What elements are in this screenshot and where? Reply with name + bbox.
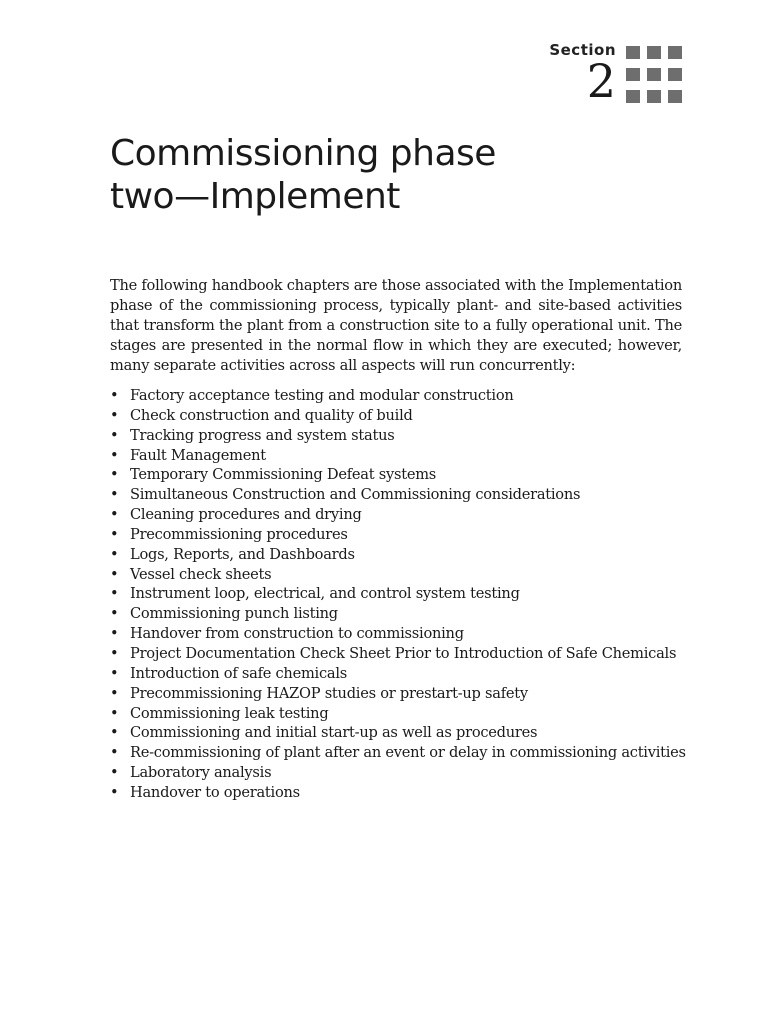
grid-square <box>626 90 640 103</box>
list-item-text: Precommissioning HAZOP studies or prestart-up safety <box>130 684 528 702</box>
list-item-text: Laboratory analysis <box>130 764 272 782</box>
list-item <box>110 684 690 704</box>
bullet-icon: • <box>110 744 119 762</box>
grid-square <box>668 68 682 81</box>
section-header <box>482 40 682 110</box>
list-item-text: Vessel check sheets <box>130 565 272 583</box>
section-number: 2 <box>586 54 616 108</box>
chapter-list <box>110 386 690 803</box>
bullet-icon: • <box>110 783 119 801</box>
list-item-text: Temporary Commissioning Defeat systems <box>130 466 437 484</box>
list-item-text: Handover from construction to commissioning <box>130 625 464 643</box>
grid-square <box>668 46 682 59</box>
list-item-text: Fault Management <box>130 446 266 464</box>
list-item-text: Commissioning and initial start-up as well as procedures <box>130 724 538 742</box>
list-item <box>110 465 690 485</box>
list-item-text: Re-commissioning of plant after an event or delay in commissioning activities <box>130 744 686 762</box>
list-item <box>110 604 690 624</box>
list-item-text: Commissioning leak testing <box>130 704 329 722</box>
bullet-icon: • <box>110 506 119 524</box>
bullet-icon: • <box>110 724 119 742</box>
bullet-icon: • <box>110 684 119 702</box>
list-item <box>110 624 690 644</box>
list-item-text: Simultaneous Construction and Commissioning considerations <box>130 486 581 504</box>
bullet-icon: • <box>110 585 119 603</box>
list-item <box>110 704 690 724</box>
list-item-text: Commissioning punch listing <box>130 605 338 623</box>
bullet-icon: • <box>110 406 119 424</box>
list-item <box>110 644 690 664</box>
grid-square <box>647 90 661 103</box>
bullet-icon: • <box>110 664 119 682</box>
section-label: Section <box>549 41 616 59</box>
page-title <box>110 132 670 218</box>
list-item <box>110 783 690 803</box>
bullet-icon: • <box>110 704 119 722</box>
list-item-text: Handover to operations <box>130 783 300 801</box>
list-item <box>110 723 690 743</box>
list-item-text: Tracking progress and system status <box>130 426 395 444</box>
bullet-icon: • <box>110 545 119 563</box>
list-item <box>110 386 690 406</box>
bullet-icon: • <box>110 387 119 404</box>
bullet-icon: • <box>110 764 119 782</box>
intro-paragraph: The following handbook chapters are those associated with the Implementation phase of the commissioning process, typically plant- and site-based activities that transform the plant from a construction site to a fully operational unit. The stages are presented in the normal flow in which they are executed; however, many separate activities across all aspects will run concurrently: <box>110 277 682 374</box>
bullet-icon: • <box>110 486 119 504</box>
list-item-text: Factory acceptance testing and modular construction <box>130 387 514 404</box>
list-item <box>110 446 690 466</box>
bullet-icon: • <box>110 466 119 484</box>
list-item <box>110 545 690 565</box>
bullet-icon: • <box>110 426 119 444</box>
grid-square <box>626 68 640 81</box>
grid-squares-icon <box>626 46 682 104</box>
bullet-icon: • <box>110 565 119 583</box>
list-item <box>110 505 690 525</box>
bullet-icon: • <box>110 644 119 662</box>
bullet-icon: • <box>110 625 119 643</box>
title-line-1: Commissioning phase <box>110 133 496 174</box>
bullet-icon: • <box>110 525 119 543</box>
bullet-icon: • <box>110 446 119 464</box>
list-item <box>110 743 690 763</box>
list-item <box>110 664 690 684</box>
grid-square <box>647 46 661 59</box>
bullet-icon: • <box>110 605 119 623</box>
list-item-text: Check construction and quality of build <box>130 406 413 424</box>
grid-square <box>668 90 682 103</box>
grid-square <box>647 68 661 81</box>
list-item-text: Project Documentation Check Sheet Prior to Introduction of Safe Chemicals <box>130 644 677 662</box>
list-item <box>110 406 690 426</box>
list-item <box>110 485 690 505</box>
list-item <box>110 426 690 446</box>
title-line-2: two—Implement <box>110 176 400 217</box>
list-item <box>110 525 690 545</box>
list-item-text: Precommissioning procedures <box>130 525 348 543</box>
list-item-text: Cleaning procedures and drying <box>130 506 362 524</box>
list-item <box>110 763 690 783</box>
grid-square <box>626 46 640 59</box>
list-item <box>110 565 690 585</box>
list-item-text: Logs, Reports, and Dashboards <box>130 545 355 563</box>
list-item <box>110 584 690 604</box>
list-item-text: Instrument loop, electrical, and control system testing <box>130 585 520 603</box>
list-item-text: Introduction of safe chemicals <box>130 664 348 682</box>
